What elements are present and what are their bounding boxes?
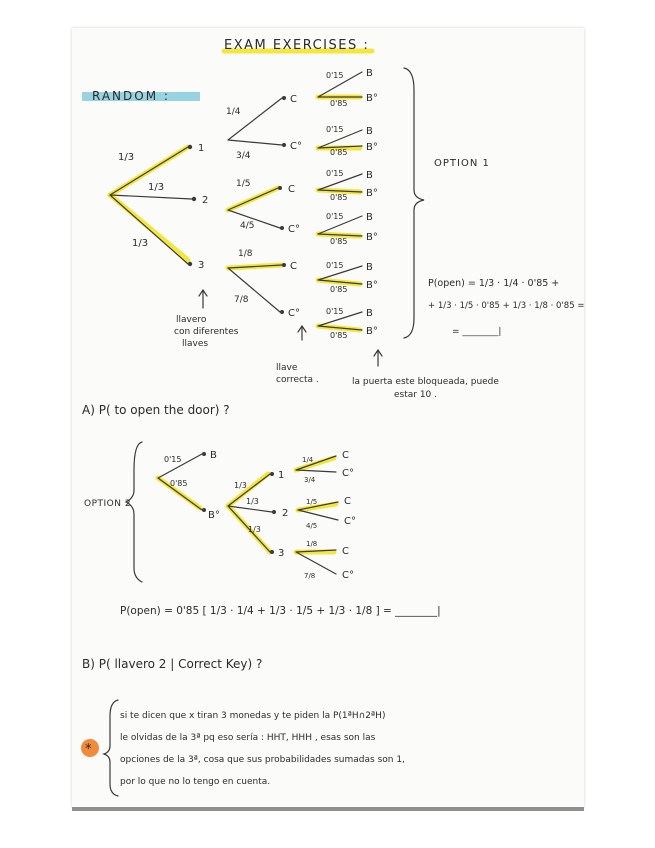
- tree1-third-prob: 0'85: [330, 99, 348, 108]
- tree1-third-prob: 0'15: [326, 71, 344, 80]
- note-keyring-line2: con diferentes: [174, 327, 239, 337]
- tree1-leaf: B°: [366, 326, 378, 337]
- node-dot: [282, 263, 286, 267]
- node-dot: [278, 186, 282, 190]
- tree1-leaf: B°: [366, 142, 378, 153]
- tree1-leaf: B: [366, 126, 373, 137]
- tree2-root-prob: 0'15: [164, 455, 182, 464]
- note-line-3: opciones de la 3ª, cosa que sus probabilidades sumadas son 1,: [120, 755, 405, 765]
- tree2-leaf-prob: 3/4: [304, 476, 316, 484]
- tree2-leaf: C°: [342, 468, 354, 479]
- tree2-leaf-prob: 1/4: [302, 456, 314, 464]
- tree1-third-prob: 0'85: [330, 285, 348, 294]
- node-dot: [270, 472, 274, 476]
- tree1-leaf: B°: [366, 93, 378, 104]
- node-dot: [272, 510, 276, 514]
- tree2-leaf-prob: 7/8: [304, 572, 316, 580]
- tree2-mid-prob: 1/3: [234, 481, 247, 490]
- question-b: B) P( llavero 2 | Correct Key) ?: [82, 657, 263, 671]
- node-dot: [188, 262, 192, 266]
- tree2-mid-prob: 1/3: [246, 497, 259, 506]
- tree1-third-level: [318, 68, 378, 340]
- tree2-leaf-prob: 4/5: [306, 522, 318, 530]
- tree1-prob-1: 1/3: [118, 152, 135, 163]
- tree2-leaf: C: [342, 546, 349, 557]
- tree1-second-prob: 1/8: [238, 249, 253, 259]
- tree1-third-prob: 0'15: [326, 307, 344, 316]
- node-dot: [282, 143, 286, 147]
- arrow-up-icon: [199, 290, 207, 308]
- node-dot: [280, 226, 284, 230]
- option2-label: OPTION 2: [84, 499, 132, 509]
- option2-brace: [126, 442, 142, 582]
- node-dot: [270, 550, 274, 554]
- tree1-leaf: B: [366, 212, 373, 223]
- tree1-second-node: C: [290, 261, 297, 272]
- tree2-mid-node: 1: [278, 470, 285, 481]
- node-dot: [192, 197, 196, 201]
- tree2-leaf-prob: 1/5: [306, 498, 318, 506]
- formula2: P(open) = 0'85 [ 1/3 · 1/4 + 1/3 · 1/5 + 1/3 · 1/8 ] = ________|: [120, 605, 441, 617]
- note-key-line1: llave: [276, 363, 298, 373]
- note-keyring-line1: llavero: [176, 315, 207, 325]
- tree1-third-prob: 0'15: [326, 169, 344, 178]
- node-dot: [280, 310, 284, 314]
- tree1-root-branches: [110, 147, 192, 264]
- note-door-line2: estar 10 .: [394, 390, 438, 400]
- note-keyring-line3: llaves: [182, 339, 209, 349]
- formula1-line3: = ________|: [452, 327, 502, 337]
- tree1-node-2: 2: [202, 195, 209, 206]
- note-brace: [104, 700, 118, 796]
- formula1-line2: + 1/3 · 1/5 · 0'85 + 1/3 · 1/8 · 0'85 =: [428, 301, 585, 311]
- tree1-third-prob: 0'15: [326, 212, 344, 221]
- node-dot: [282, 96, 286, 100]
- tree2-leaf: C°: [342, 570, 354, 581]
- option1-label: OPTION 1: [434, 158, 490, 169]
- tree2-mid-prob: 1/3: [248, 525, 261, 534]
- tree1-leaf: B: [366, 170, 373, 181]
- note-line-4: por lo que no lo tengo en cuenta.: [120, 777, 271, 787]
- question-a: A) P( to open the door) ?: [82, 403, 230, 417]
- node-dot: [188, 145, 192, 149]
- tree1-second-prob: 3/4: [236, 151, 251, 161]
- arrow-up-icon: [374, 350, 382, 366]
- tree2-leaf-prob: 1/8: [306, 540, 318, 548]
- tree1-second-prob: 7/8: [234, 295, 249, 305]
- section-label: RANDOM :: [92, 89, 170, 103]
- node-dot: [202, 508, 206, 512]
- tree1-second-node: C: [290, 94, 297, 105]
- tree2-mid-node: 3: [278, 548, 285, 559]
- note-line-1: si te dicen que x tiran 3 monedas y te piden la P(1ªH∩2ªH): [120, 711, 386, 721]
- arrow-up-icon: [298, 326, 306, 340]
- tree1-second-prob: 1/5: [236, 179, 251, 189]
- tree1-third-prob: 0'85: [330, 193, 348, 202]
- tree2-leaf: C: [342, 450, 349, 461]
- tree1-third-prob: 0'15: [326, 125, 344, 134]
- tree1-third-prob: 0'15: [326, 261, 344, 270]
- tree2-root-prob: 0'85: [170, 479, 188, 488]
- tree2-root-node: B°: [208, 510, 220, 521]
- note-key-line2: correcta .: [276, 375, 319, 385]
- note-door-line1: la puerta este bloqueada, puede: [352, 377, 499, 387]
- tree1-second-node: C°: [290, 141, 302, 152]
- tree2-leaf: C: [344, 496, 351, 507]
- tree1-leaf: B: [366, 308, 373, 319]
- tree1-leaf: B°: [366, 232, 378, 243]
- tree2-leaf-branches: [296, 456, 338, 574]
- probability-tree-2: [84, 442, 356, 582]
- tree1-second-node: C°: [288, 308, 300, 319]
- tree1-prob-3: 1/3: [132, 238, 149, 249]
- tree1-node-3: 3: [198, 260, 205, 271]
- tree2-root-node: B: [210, 450, 217, 461]
- tree1-second-prob: 4/5: [240, 221, 255, 231]
- formula1-line1: P(open) = 1/3 · 1/4 · 0'85 +: [428, 278, 560, 289]
- tree1-node-1: 1: [198, 143, 205, 154]
- probability-tree-1: [110, 68, 502, 400]
- page-title: EXAM EXERCISES :: [224, 38, 370, 53]
- option1-brace: [404, 68, 424, 338]
- tree1-leaf: B: [366, 262, 373, 273]
- tree1-second-node: C: [288, 184, 295, 195]
- star-marker-glyph: *: [85, 742, 92, 757]
- tree2-mid-node: 2: [282, 508, 289, 519]
- tree1-third-prob: 0'85: [330, 237, 348, 246]
- tree1-leaf: B°: [366, 188, 378, 199]
- node-dot: [202, 452, 206, 456]
- note-line-2: le olvidas de la 3ª pq eso sería : HHT, HHH , esas son las: [120, 733, 376, 743]
- tree1-second-prob: 1/4: [226, 107, 241, 117]
- tree1-second-node: C°: [288, 224, 300, 235]
- tree1-third-prob: 0'85: [330, 331, 348, 340]
- tree1-prob-2: 1/3: [148, 182, 165, 193]
- tree1-leaf: B: [366, 68, 373, 79]
- tree2-leaf: C°: [344, 516, 356, 527]
- tree1-leaf: B°: [366, 280, 378, 291]
- tree1-third-prob: 0'85: [330, 148, 348, 157]
